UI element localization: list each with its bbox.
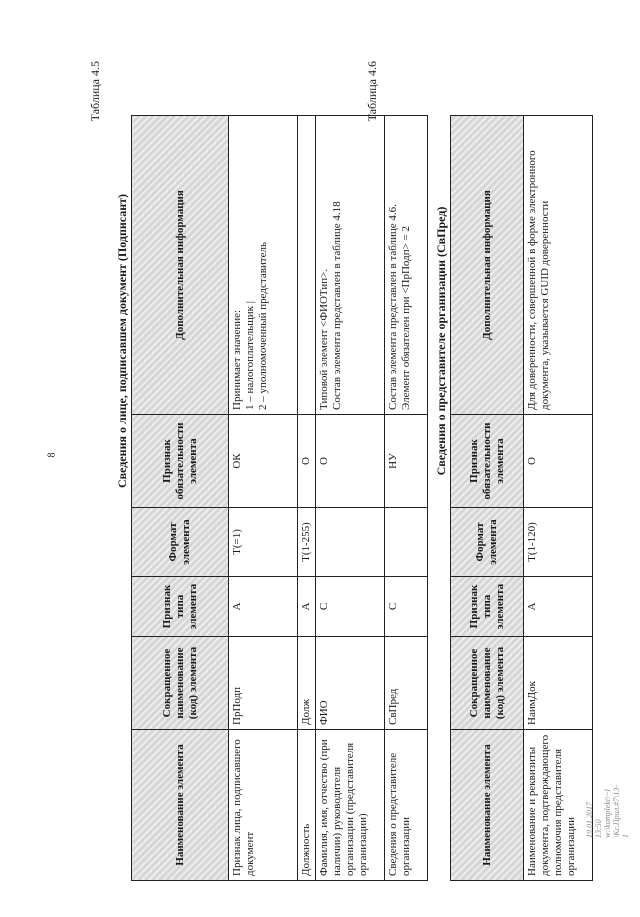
- cell-format: Т(=1): [229, 508, 298, 577]
- cell-code: НаимДок: [524, 637, 593, 730]
- cell-format: Т(1-255): [298, 508, 316, 577]
- cell-name: Фамилия, имя, отчество (при наличии) руководителя организации (представителя организации): [316, 730, 385, 881]
- cell-type: С: [385, 577, 428, 637]
- info-line: 1 – налогоплательщик |: [244, 301, 256, 410]
- col-header-required: Признак обязательности элемента: [451, 415, 524, 508]
- cell-required: НУ: [385, 415, 428, 508]
- cell-required: О: [298, 415, 316, 508]
- col-header-type: Признак типа элемента: [451, 577, 524, 637]
- table-label: Таблица 4.5: [88, 61, 102, 122]
- cell-info: Для доверенности, совершенной в форме электронного документа, указывается GUID доверенности: [524, 116, 593, 415]
- page-number: 8: [46, 452, 58, 458]
- cell-name: Сведения о представителе организации: [385, 730, 428, 881]
- col-header-code: Сокращенное наименование (код) элемента: [132, 637, 229, 730]
- cell-info: [229, 116, 298, 415]
- col-header-name: Наименование элемента: [451, 730, 524, 881]
- cell-name: Признак лица, подписавшего документ: [229, 730, 298, 881]
- info-line: Состав элемента представлен в таблице 4.6.: [387, 204, 399, 410]
- elements-table-representative: [450, 115, 593, 881]
- table-block-4-6: [365, 41, 593, 881]
- table-caption: Сведения о представителе организации (СвПред): [434, 206, 448, 476]
- cell-type: А: [298, 577, 316, 637]
- table-header-row: [451, 116, 524, 881]
- stamp-line: w:\komplekt\~1 \Кс.Прил.#7\13-1: [603, 784, 630, 838]
- table-caption: Сведения о лице, подписавшем документ (Подписант): [115, 193, 129, 489]
- info-line: Типовой элемент <ФИОТип>.: [318, 268, 330, 410]
- cell-info: [298, 116, 316, 415]
- file-stamp: [585, 783, 630, 838]
- table-row: [524, 116, 593, 881]
- info-line: Элемент обязателен при <ПрПодп> = 2: [400, 226, 412, 410]
- cell-type: А: [524, 577, 593, 637]
- col-header-info: Дополнительная информация: [132, 116, 229, 415]
- cell-name: Наименование и реквизиты документа, подтверждающего полномочия представителя организации: [524, 730, 593, 881]
- col-header-code: Сокращенное наименование (код) элемента: [451, 637, 524, 730]
- cell-type: А: [229, 577, 298, 637]
- cell-code: СвПред: [385, 637, 428, 730]
- table-row: [298, 116, 316, 881]
- cell-format: Т(1-120): [524, 508, 593, 577]
- cell-required: О: [524, 415, 593, 508]
- cell-name: Должность: [298, 730, 316, 881]
- info-line: 2 – уполномоченный представитель: [257, 241, 269, 410]
- stamp-line: 19.01.2017 13:50: [585, 802, 603, 838]
- col-header-name: Наименование элемента: [132, 730, 229, 881]
- cell-required: О: [316, 415, 385, 508]
- col-header-format: Формат элемента: [451, 508, 524, 577]
- col-header-info: Дополнительная информация: [451, 116, 524, 415]
- table-label: Таблица 4.6: [365, 61, 379, 122]
- col-header-required: Признак обязательности элемента: [132, 415, 229, 508]
- col-header-format: Формат элемента: [132, 508, 229, 577]
- table-header-row: [132, 116, 229, 881]
- info-line: Принимает значение:: [231, 309, 243, 410]
- col-header-type: Признак типа элемента: [132, 577, 229, 637]
- cell-required: ОК: [229, 415, 298, 508]
- cell-code: ФИО: [316, 637, 385, 730]
- table-row: [229, 116, 298, 881]
- info-line: Состав элемента представлен в таблице 4.18: [331, 201, 343, 410]
- cell-code: ПрПодп: [229, 637, 298, 730]
- cell-type: С: [316, 577, 385, 637]
- cell-code: Долж: [298, 637, 316, 730]
